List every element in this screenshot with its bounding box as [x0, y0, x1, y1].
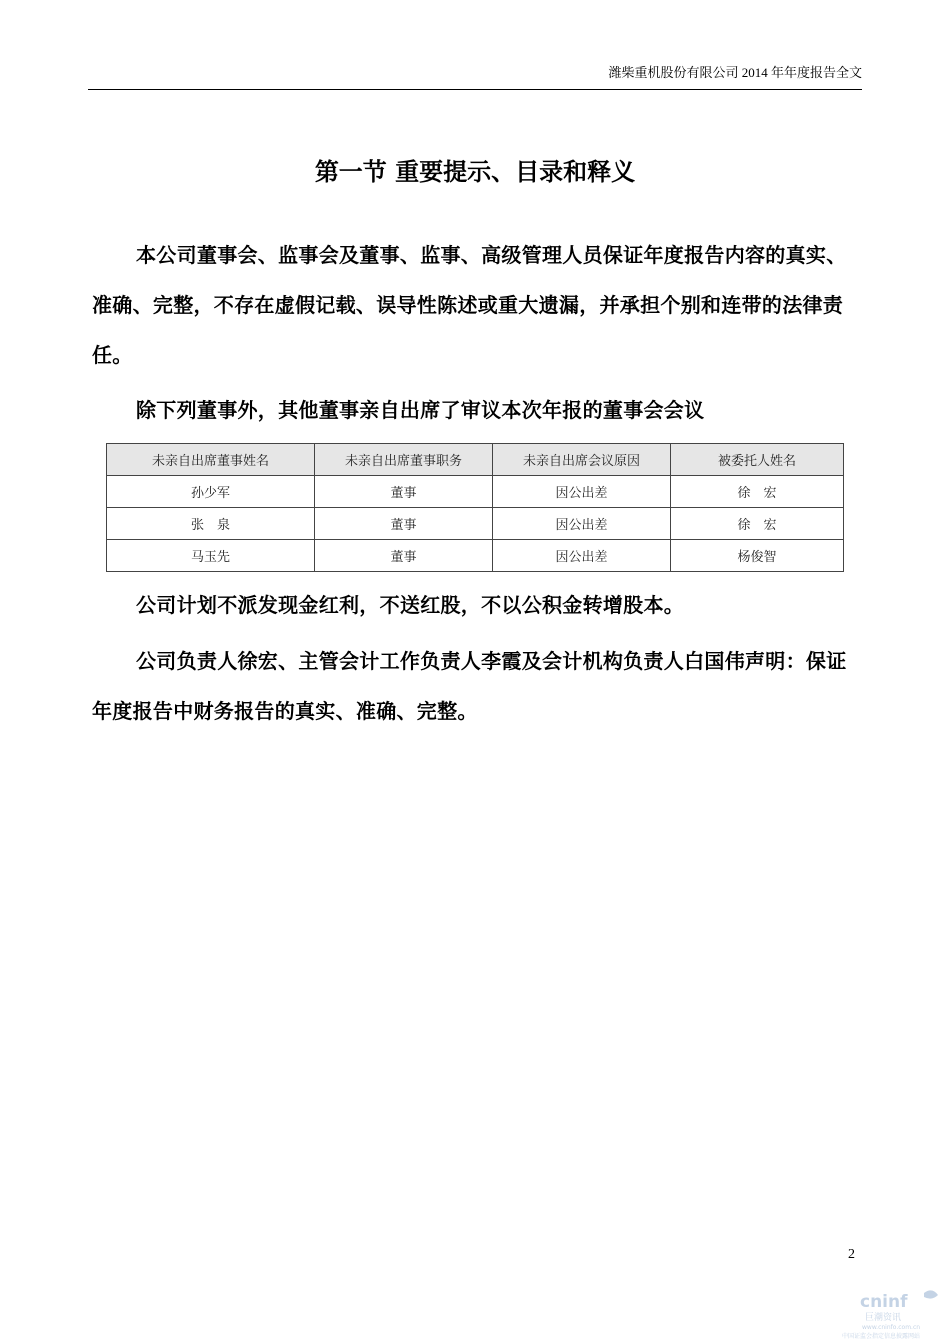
section-title: 第一节 重要提示、目录和释义 [314, 158, 636, 186]
table-header-cell: 未亲自出席会议原因 [493, 444, 671, 476]
watermark-logo-text: cninf [860, 1292, 908, 1312]
absence-intro-paragraph: 除下列董事外，其他董事亲自出席了审议本次年报的董事会会议 [136, 398, 705, 422]
table-header-cell: 被委托人姓名 [671, 444, 844, 476]
table-cell: 因公出差 [493, 540, 671, 572]
page-header [88, 62, 862, 90]
watermark-url-text: www.cninfo.com.cn [862, 1324, 921, 1331]
cninfo-watermark-logo [840, 1285, 946, 1340]
table-cell: 孙少军 [107, 476, 315, 508]
table-header-cell: 未亲自出席董事姓名 [107, 444, 315, 476]
table-cell: 董事 [315, 476, 493, 508]
table-cell: 因公出差 [493, 508, 671, 540]
table-row [107, 476, 844, 508]
watermark-footer-text: 中国证监会指定信息披露网站 [842, 1333, 921, 1340]
table-cell: 杨俊智 [671, 540, 844, 572]
page-number: 2 [848, 1247, 855, 1262]
watermark-sub-text: 巨潮资讯 [865, 1313, 902, 1323]
dividend-paragraph: 公司计划不派发现金红利，不送红股，不以公积金转增股本。 [136, 593, 685, 617]
table-cell: 因公出差 [493, 476, 671, 508]
responsibility-statement-paragraph: 公司负责人徐宏、主管会计工作负责人李霞及会计机构负责人白国伟声明：保证年度报告中财务报告的真实、准确、完整。 [92, 649, 847, 723]
table-cell: 董事 [315, 540, 493, 572]
watermark-swirl-icon [924, 1290, 938, 1298]
absent-directors-table [106, 443, 844, 572]
intro-paragraph: 本公司董事会、监事会及董事、监事、高级管理人员保证年度报告内容的真实、准确、完整，不存在虚假记载、误导性陈述或重大遗漏，并承担个别和连带的法律责任。 [92, 243, 847, 367]
table-header-row [107, 444, 844, 476]
table-cell: 张 泉 [107, 508, 315, 540]
table-cell: 徐 宏 [671, 476, 844, 508]
table-cell: 董事 [315, 508, 493, 540]
table-header-cell: 未亲自出席董事职务 [315, 444, 493, 476]
table-cell: 马玉先 [107, 540, 315, 572]
table-cell: 徐 宏 [671, 508, 844, 540]
table-row [107, 540, 844, 572]
table-row [107, 508, 844, 540]
header-text: 潍柴重机股份有限公司 2014 年年度报告全文 [608, 65, 862, 80]
